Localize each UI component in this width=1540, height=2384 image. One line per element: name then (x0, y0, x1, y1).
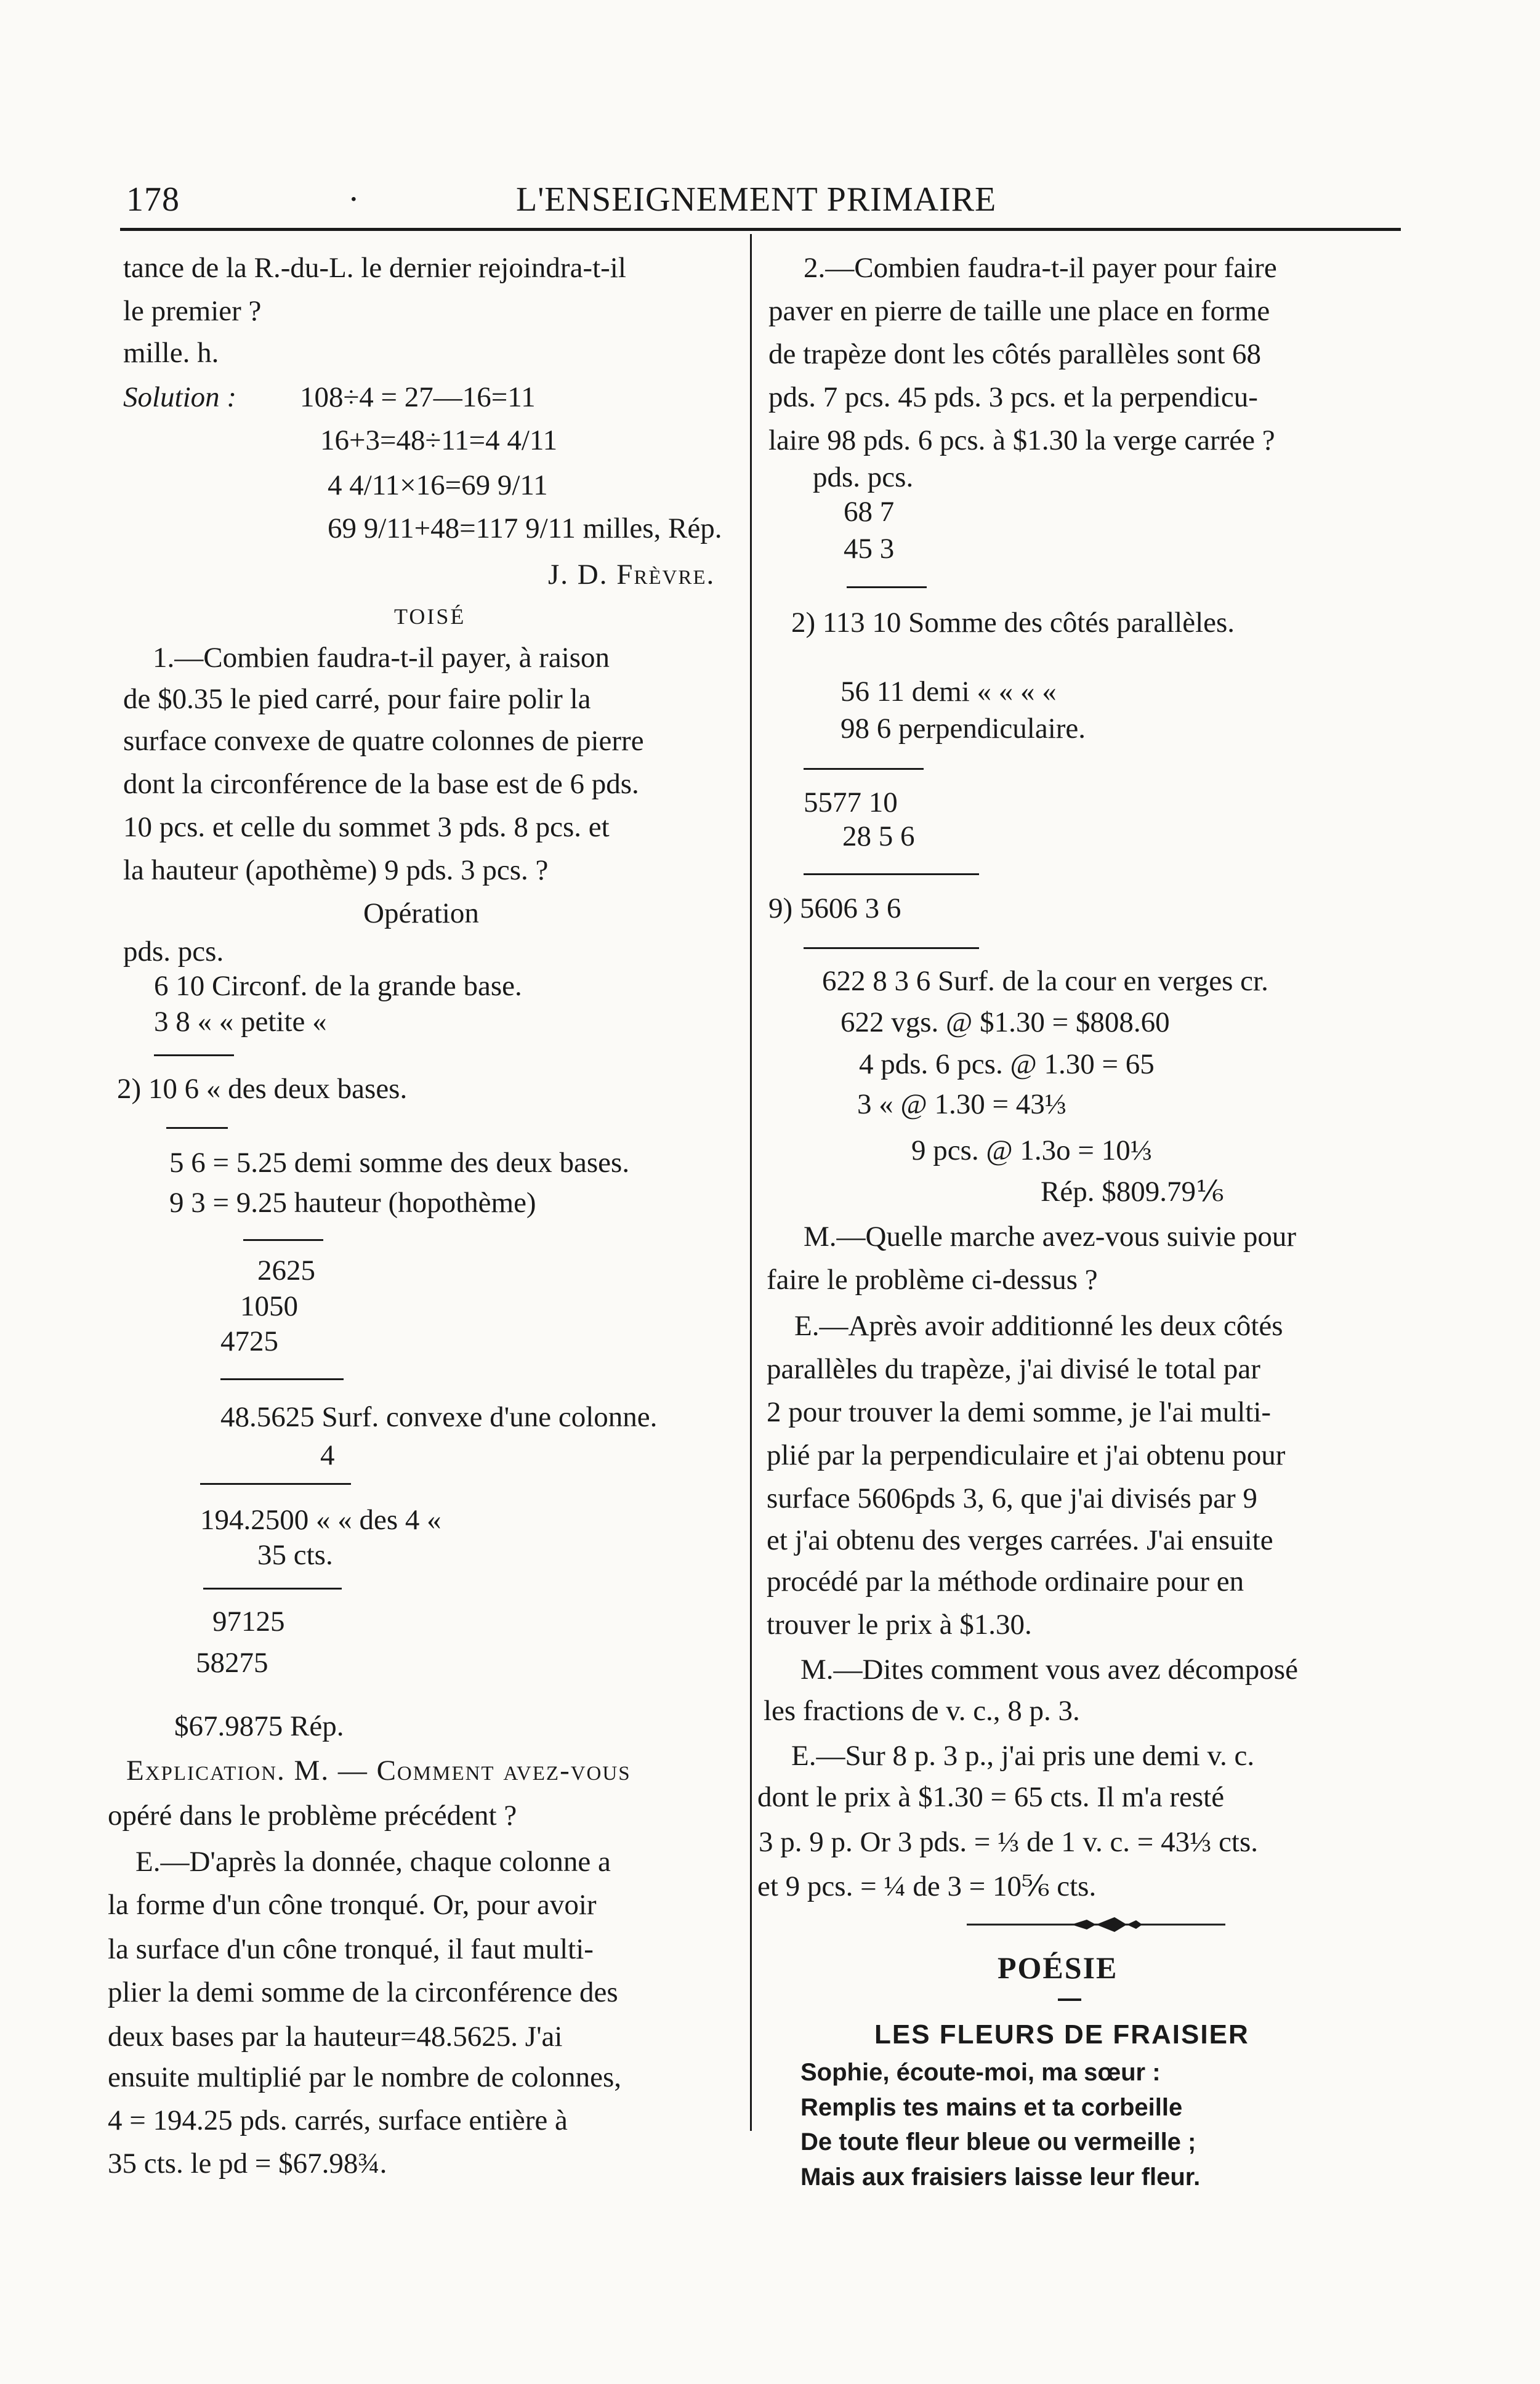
calc-line: 35 cts. (257, 1539, 333, 1571)
explanation-line: opéré dans le problème précédent ? (108, 1800, 517, 1832)
text-line: mille. h. (123, 337, 219, 369)
explanation-line: ensuite multiplié par le nombre de colonnes, (108, 2061, 622, 2093)
calc-line: 48.5625 Surf. convexe d'une colonne. (220, 1401, 658, 1433)
price-line: 4 pds. 6 pcs. @ 1.30 = 65 (859, 1048, 1155, 1080)
dialogue-line: les fractions de v. c., 8 p. 3. (764, 1695, 1080, 1727)
calc-line: 4 (320, 1439, 335, 1471)
dialogue-line: faire le problème ci-dessus ? (767, 1264, 1098, 1296)
calc-line: 68 7 (844, 496, 895, 528)
dialogue-line: et j'ai obtenu des verges carrées. J'ai ensuite (767, 1524, 1273, 1556)
column-divider (750, 234, 752, 2131)
text-line: le premier ? (123, 295, 262, 327)
calc-rule (200, 1483, 351, 1485)
poem-line: Remplis tes mains et ta corbeille (800, 2094, 1183, 2121)
calc-rule (220, 1378, 344, 1380)
calc-line: 9) 5606 3 6 (768, 892, 901, 924)
running-title: L'ENSEIGNEMENT PRIMAIRE (516, 180, 997, 219)
dialogue-line: plié par la perpendiculaire et j'ai obtenu pour (767, 1439, 1286, 1471)
dialogue-line: trouver le prix à $1.30. (767, 1609, 1032, 1641)
dialogue-line: 2 pour trouver la demi somme, je l'ai multi- (767, 1396, 1272, 1428)
price-line: 622 vgs. @ $1.30 = $808.60 (841, 1006, 1170, 1038)
calc-line: 28 5 6 (842, 820, 915, 852)
problem-line: de trapèze dont les côtés parallèles sont 68 (768, 338, 1262, 370)
section-heading: TOISÉ (394, 604, 466, 629)
problem-line: surface convexe de quatre colonnes de pierre (123, 725, 644, 757)
page-number: 178 (126, 180, 180, 219)
problem-line: laire 98 pds. 6 pcs. à $1.30 la verge carrée ? (768, 424, 1275, 456)
explanation-line: Explication. M. — Comment avez-vous (126, 1755, 631, 1787)
ornament-icon (967, 1912, 1225, 1937)
text-line: tance de la R.-du-L. le dernier rejoindra-t-il (123, 252, 626, 284)
units-header: pds. pcs. (123, 935, 224, 968)
price-line: 9 pcs. @ 1.3o = 10⅓ (911, 1134, 1152, 1166)
dialogue-line: 3 p. 9 p. Or 3 pds. = ⅓ de 1 v. c. = 43⅓ cts. (759, 1826, 1259, 1858)
calc-line: 97125 (212, 1606, 285, 1638)
calc-line: 2) 113 10 Somme des côtés parallèles. (791, 607, 1235, 639)
problem-line: pds. 7 pcs. 45 pds. 3 pcs. et la perpendicu- (768, 381, 1258, 413)
calc-rule (154, 1054, 234, 1056)
calc-line: 9 3 = 9.25 hauteur (hopothème) (169, 1187, 536, 1219)
explanation-line: plier la demi somme de la circonférence des (108, 1976, 618, 2008)
dialogue-line: dont le prix à $1.30 = 65 cts. Il m'a resté (757, 1781, 1225, 1813)
problem-line: de $0.35 le pied carré, pour faire polir la (123, 683, 591, 715)
poem-line: Mais aux fraisiers laisse leur fleur. (800, 2164, 1201, 2191)
operation-heading: Opération (363, 897, 479, 929)
problem-line: paver en pierre de taille une place en forme (768, 295, 1270, 327)
dialogue-line: procédé par la méthode ordinaire pour en (767, 1566, 1244, 1598)
calc-rule (847, 586, 927, 588)
calc-line: 56 11 demi « « « « (841, 676, 1057, 708)
calc-rule (804, 873, 979, 875)
explanation-line: 35 cts. le pd = $67.98¾. (108, 2148, 387, 2180)
problem-line: la hauteur (apothème) 9 pds. 3 pcs. ? (123, 854, 549, 886)
calc-line: 45 3 (844, 533, 895, 565)
dialogue-line: M.—Dites comment vous avez décomposé (800, 1654, 1298, 1686)
header-rule (120, 228, 1401, 231)
calc-line: 3 8 « « petite « (154, 1006, 327, 1038)
calc-line: 2625 (257, 1255, 315, 1287)
dialogue-line: E.—Après avoir additionné les deux côtés (794, 1310, 1283, 1342)
problem-line: 1.—Combien faudra-t-il payer, à raison (153, 642, 610, 674)
calc-line: 2) 10 6 « des deux bases. (117, 1073, 408, 1105)
equation-line: 108÷4 = 27—16=11 (300, 381, 536, 413)
problem-line: 10 pcs. et celle du sommet 3 pds. 8 pcs. et (123, 811, 610, 843)
poem-line: Sophie, écoute-moi, ma sœur : (800, 2059, 1161, 2086)
dialogue-line: surface 5606pds 3, 6, que j'ai divisés par 9 (767, 1482, 1257, 1514)
title-rule (1058, 1998, 1081, 2001)
price-line: 3 « @ 1.30 = 43⅓ (857, 1088, 1067, 1120)
problem-line: dont la circonférence de la base est de 6 pds. (123, 768, 639, 800)
section-heading: POÉSIE (998, 1950, 1118, 1985)
calc-rule (804, 768, 924, 770)
problem-line: 2.—Combien faudra-t-il payer pour faire (804, 252, 1277, 284)
calc-line: 194.2500 « « des 4 « (200, 1504, 441, 1536)
calc-line: 1050 (240, 1290, 298, 1322)
calc-line: 622 8 3 6 Surf. de la cour en verges cr. (822, 965, 1268, 997)
equation-line: 4 4/11×16=69 9/11 (328, 469, 548, 501)
calc-line: 5 6 = 5.25 demi somme des deux bases. (169, 1147, 630, 1179)
author-signature: J. D. Frèvre. (548, 559, 716, 591)
header-dot: · (348, 180, 360, 219)
dialogue-line: et 9 pcs. = ¼ de 3 = 10⅚ cts. (757, 1870, 1097, 1902)
answer-line: $67.9875 Rép. (174, 1710, 344, 1742)
calc-rule (203, 1588, 342, 1590)
explanation-line: 4 = 194.25 pds. carrés, surface entière à (108, 2104, 568, 2136)
poem-title: LES FLEURS DE FRAISIER (874, 2019, 1249, 2050)
explanation-line: deux bases par la hauteur=48.5625. J'ai (108, 2021, 563, 2053)
calc-line: 98 6 perpendiculaire. (841, 713, 1086, 745)
dialogue-line: M.—Quelle marche avez-vous suivie pour (804, 1221, 1297, 1253)
units-header: pds. pcs. (813, 461, 914, 493)
calc-line: 4725 (220, 1325, 278, 1357)
calc-line: 58275 (196, 1647, 268, 1679)
explanation-line: E.—D'après la donnée, chaque colonne a (135, 1846, 611, 1878)
equation-line: 69 9/11+48=117 9/11 milles, Rép. (328, 512, 722, 544)
answer-line: Rép. $809.79⅙ (1041, 1176, 1224, 1208)
calc-rule (804, 947, 979, 949)
explanation-line: la forme d'un cône tronqué. Or, pour avoir (108, 1889, 597, 1921)
explanation-line: la surface d'un cône tronqué, il faut multi- (108, 1933, 594, 1965)
calc-line: 6 10 Circonf. de la grande base. (154, 970, 522, 1002)
calc-line: 5577 10 (804, 786, 898, 818)
calc-rule (166, 1127, 228, 1129)
solution-label: Solution : (123, 381, 237, 413)
poem-line: De toute fleur bleue ou vermeille ; (800, 2128, 1196, 2156)
dialogue-line: E.—Sur 8 p. 3 p., j'ai pris une demi v. c. (791, 1740, 1255, 1772)
dialogue-line: parallèles du trapèze, j'ai divisé le total par (767, 1353, 1260, 1385)
equation-line: 16+3=48÷11=4 4/11 (320, 424, 558, 456)
calc-rule (243, 1239, 323, 1241)
